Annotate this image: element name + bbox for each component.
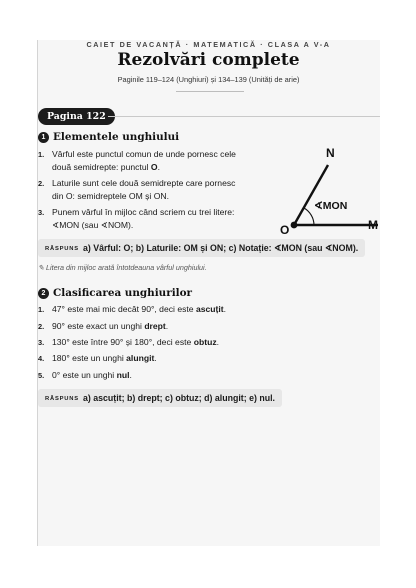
label-n: N: [326, 146, 335, 160]
section-2-title: Clasificarea unghiurilor: [53, 287, 193, 299]
item-number: 1.: [38, 305, 45, 314]
label-m: M: [368, 218, 378, 232]
item-number: 3.: [38, 338, 45, 347]
item-line: ∢MON (sau ∢NOM).: [52, 220, 134, 230]
item-line: 180° este un unghi alungit.: [52, 353, 157, 363]
item-line: 0° este un unghi nul.: [52, 370, 132, 380]
section-1-number: 1: [38, 132, 49, 143]
item-number: 5.: [38, 371, 45, 380]
label-o: O: [280, 223, 290, 237]
item-line: două semidrepte: punctul O.: [52, 162, 160, 172]
item-number: 3.: [38, 208, 45, 217]
answer-box-1: [38, 239, 365, 257]
section-2-heading: [38, 286, 192, 300]
answer-text: a) Vârful: O; b) Laturile: OM și ON; c) Notație: ∢MON (sau ∢NOM).: [82, 243, 359, 253]
answer-text: a) ascuțit; b) drept; c) obtuz; d) alungit; e) nul.: [82, 393, 275, 403]
section-1-title: Elementele unghiului: [53, 131, 180, 143]
item-line: Laturile sunt cele două semidrepte care pornesc: [52, 178, 236, 188]
section-1-heading: [38, 130, 179, 144]
answer-box-2: [38, 389, 282, 407]
answer-label: RĂSPUNS: [45, 246, 79, 252]
item-line: 130° este între 90° și 180°, deci este obtuz.: [52, 337, 220, 347]
item-number: 2.: [38, 179, 45, 188]
item-number: 4.: [38, 354, 45, 363]
page-title: Rezolvări complete: [117, 50, 300, 70]
item-number: 2.: [38, 322, 45, 331]
page-label-badge: Pagina 122: [38, 108, 115, 125]
item-line: 47° este mai mic decât 90°, deci este ascuțit.: [52, 304, 227, 314]
item-line: din O: semidreptele OM și ON.: [52, 191, 170, 201]
ray-on: [294, 165, 328, 225]
angle-arc: [304, 208, 314, 225]
page-subtitle: Paginile 119–124 (Unghiuri) și 134–139 (Unități de arie): [117, 75, 300, 84]
item-line: Vârful este punctul comun de unde pornesc cele: [52, 149, 236, 159]
angle-mon-figure: [270, 142, 380, 242]
page-label-divider: [108, 116, 380, 117]
tip-note: ✎ Litera din mijloc arată întotdeauna vârful unghiului.: [38, 263, 207, 272]
answer-label: RĂSPUNS: [45, 396, 79, 402]
section-2-number: 2: [38, 288, 49, 299]
title-divider: [176, 91, 244, 92]
label-angle: ∢MON: [314, 200, 348, 212]
item-line: 90° este exact un unghi drept.: [52, 321, 169, 331]
vertex-point: [291, 222, 298, 229]
item-number: 1.: [38, 150, 45, 159]
header-kicker: CAIET DE VACANȚĂ · MATEMATICĂ · CLASA A V-A: [86, 40, 331, 49]
item-line: Punem vârful în mijloc când scriem cu trei litere:: [52, 207, 235, 217]
